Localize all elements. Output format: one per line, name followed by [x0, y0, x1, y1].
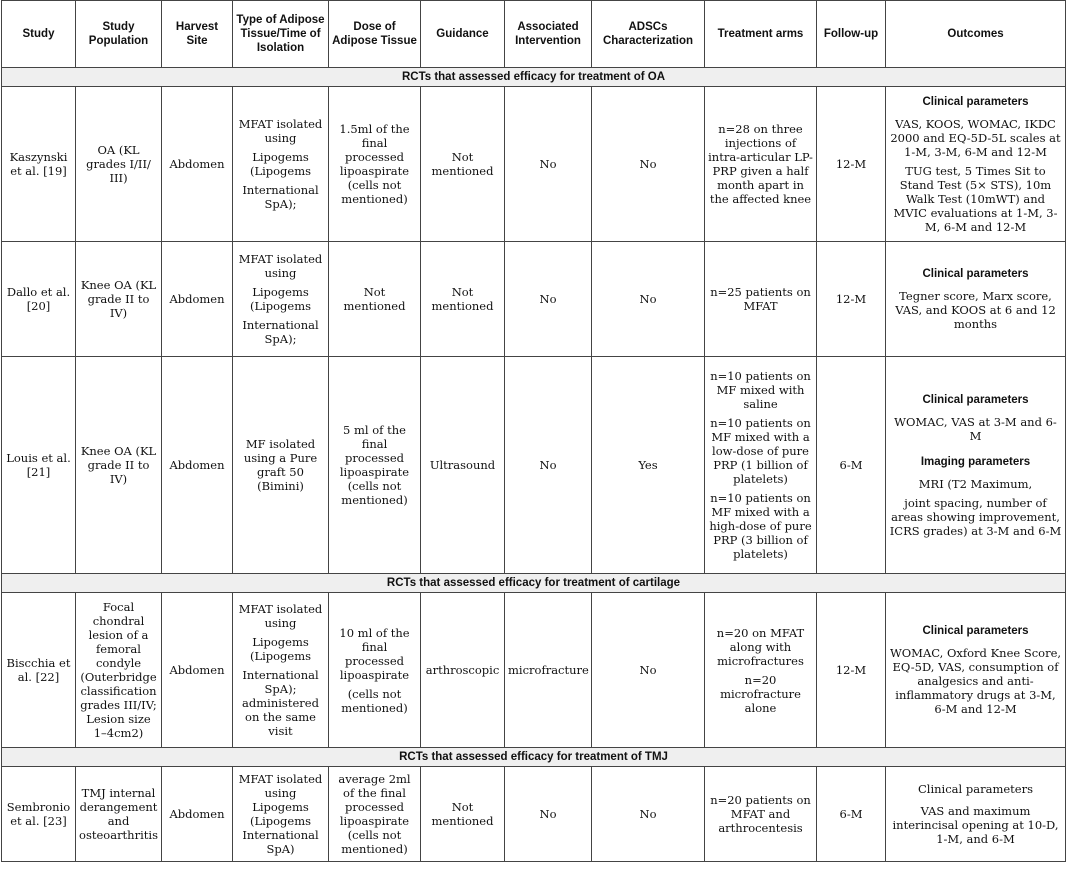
section-row-cartilage: [2, 574, 1066, 593]
guidance-cell: arthroscopic: [421, 593, 505, 748]
arms-cell: [705, 593, 817, 748]
followup-cell: 6-M: [817, 357, 886, 574]
table-row: [2, 767, 1066, 862]
population-cell: OA (KL grades I/II/ III): [76, 87, 162, 242]
tissue-line: International SpA); administered on the same visit: [242, 668, 319, 738]
header-row: [2, 1, 1066, 68]
intervention-cell: No: [505, 242, 592, 357]
population-cell: Knee OA (KL grade II to IV): [76, 357, 162, 574]
arm-line: n=20 microfracture alone: [720, 672, 801, 715]
intervention-cell: No: [505, 357, 592, 574]
header-cell: Guidance: [421, 1, 505, 68]
tissue-cell: [233, 357, 329, 574]
dose-cell: 1.5ml of the final processed lipoaspirate (cells not mentioned): [329, 87, 421, 242]
outcome-line: joint spacing, number of areas showing improvement, ICRS grades) at 3-M and 6-M: [889, 495, 1062, 538]
adscs-cell: No: [592, 593, 705, 748]
guidance-cell: Ultrasound: [421, 357, 505, 574]
harvest-cell: Abdomen: [162, 87, 233, 242]
outcome-line: TUG test, 5 Times Sit to Stand Test (5× STS), 10m Walk Test (10mWT) and MVIC evaluations at 1-M, 3-M, 6-M and 12-M: [893, 163, 1058, 234]
harvest-cell: Abdomen: [162, 242, 233, 357]
harvest-cell: Abdomen: [162, 357, 233, 574]
intervention-cell: microfracture: [505, 593, 592, 748]
arm-line: n=20 on MFAT along with microfractures: [716, 625, 805, 668]
study-cell: Biscchia et al. [22]: [2, 593, 76, 748]
tissue-line: Lipogems (Lipogems: [249, 150, 312, 178]
header-cell: Associated Intervention: [505, 1, 592, 68]
study-cell: Sembronio et al. [23]: [2, 767, 76, 862]
header-cell: Harvest Site: [162, 1, 233, 68]
adscs-cell: No: [592, 87, 705, 242]
rct-summary-table: [1, 0, 1066, 862]
section-title: RCTs that assessed efficacy for treatment of OA: [2, 68, 1066, 87]
arm-line: n=10 patients on MF mixed with a low-dose of pure PRP (1 billion of platelets): [710, 416, 811, 486]
outcomes-cell: [886, 357, 1066, 574]
tissue-cell: [233, 87, 329, 242]
arms-cell: [705, 357, 817, 574]
outcome-heading: Clinical parameters: [922, 95, 1029, 108]
dose-cell: Not mentioned: [329, 242, 421, 357]
tissue-cell: [233, 242, 329, 357]
outcome-heading: Clinical parameters: [922, 625, 1029, 637]
adscs-cell: No: [592, 767, 705, 862]
study-cell: Dallo et al. [20]: [2, 242, 76, 357]
guidance-cell: Not mentioned: [421, 87, 505, 242]
outcome-heading: Clinical parameters: [918, 782, 1033, 796]
arm-line: n=10 patients on MF mixed with saline: [710, 369, 811, 411]
section-row-oa: [2, 68, 1066, 87]
harvest-cell: Abdomen: [162, 593, 233, 748]
table-row: [2, 242, 1066, 357]
tissue-line: International SpA);: [242, 183, 319, 211]
population-cell: Knee OA (KL grade II to IV): [76, 242, 162, 357]
tissue-line: MFAT isolated using: [238, 602, 323, 630]
tissue-cell: [233, 593, 329, 748]
dose-cell: [329, 593, 421, 748]
followup-cell: 6-M: [817, 767, 886, 862]
outcome-heading: Clinical parameters: [922, 393, 1029, 406]
arm-line: n=25 patients on MFAT: [710, 285, 811, 313]
outcome-line: WOMAC, Oxford Knee Score, EQ-5D, VAS, consumption of analgesics and anti-inflammatory drugs at 3-M, 6-M and 12-M: [889, 646, 1062, 716]
outcome-line: WOMAC, VAS at 3-M and 6-M: [894, 414, 1057, 443]
tissue-line: MFAT isolated using: [238, 117, 323, 145]
study-cell: Kaszynski et al. [19]: [2, 87, 76, 242]
followup-cell: 12-M: [817, 87, 886, 242]
adscs-cell: Yes: [592, 357, 705, 574]
arm-line: n=28 on three injections of intra-articular LP-PRP given a half month apart in the affected knee: [708, 122, 813, 206]
header-cell: Dose of Adipose Tissue: [329, 1, 421, 68]
outcomes-cell: [886, 87, 1066, 242]
arms-cell: [705, 242, 817, 357]
tissue-line: International SpA);: [242, 318, 319, 346]
outcome-line: Tegner score, Marx score, VAS, and KOOS at 6 and 12 months: [895, 289, 1056, 331]
guidance-cell: Not mentioned: [421, 242, 505, 357]
outcome-heading: Imaging parameters: [920, 455, 1031, 468]
header-cell: Treatment arms: [705, 1, 817, 68]
header-cell: Type of Adipose Tissue/Time of Isolation: [233, 1, 329, 68]
arm-line: n=10 patients on MF mixed with a high-dose of pure PRP (3 billion of platelets): [709, 491, 812, 561]
section-title: RCTs that assessed efficacy for treatment of cartilage: [2, 574, 1066, 593]
dose-line: 10 ml of the final processed lipoaspirate: [339, 625, 410, 682]
outcomes-cell: [886, 767, 1066, 862]
population-cell: TMJ internal derangement and osteoarthritis: [76, 767, 162, 862]
section-title: RCTs that assessed efficacy for treatment of TMJ: [2, 748, 1066, 767]
arm-line: n=20 patients on MFAT and arthrocentesis: [710, 793, 811, 835]
dose-cell: 5 ml of the final processed lipoaspirate (cells not mentioned): [329, 357, 421, 574]
tissue-line: MF isolated using a Pure graft 50 (Bimini): [243, 437, 318, 493]
intervention-cell: No: [505, 767, 592, 862]
tissue-line: Lipogems (Lipogems: [249, 285, 312, 313]
tissue-cell: [233, 767, 329, 862]
outcomes-cell: [886, 242, 1066, 357]
outcome-line: VAS and maximum interincisal opening at 10-D, 1-M, and 6-M: [892, 804, 1059, 846]
header-cell: Follow-up: [817, 1, 886, 68]
section-row-tmj: [2, 748, 1066, 767]
guidance-cell: Not mentioned: [421, 767, 505, 862]
header-cell: Study: [2, 1, 76, 68]
header-cell: ADSCs Characterization: [592, 1, 705, 68]
table-row: [2, 357, 1066, 574]
tissue-line: Lipogems (Lipogems: [249, 635, 312, 663]
arms-cell: [705, 87, 817, 242]
study-cell: Louis et al. [21]: [2, 357, 76, 574]
outcome-line: VAS, KOOS, WOMAC, IKDC 2000 and EQ-5D-5L scales at 1-M, 3-M, 6-M and 12-M: [890, 116, 1061, 159]
population-cell: Focal chondral lesion of a femoral condyle (Outerbridge classification grades III/IV; Lesion size 1–4cm2): [76, 593, 162, 748]
followup-cell: 12-M: [817, 242, 886, 357]
header-cell: Study Population: [76, 1, 162, 68]
harvest-cell: Abdomen: [162, 767, 233, 862]
outcome-line: MRI (T2 Maximum,: [918, 476, 1033, 491]
outcome-heading: Clinical parameters: [922, 268, 1029, 280]
followup-cell: 12-M: [817, 593, 886, 748]
arms-cell: [705, 767, 817, 862]
header-cell: Outcomes: [886, 1, 1066, 68]
adscs-cell: No: [592, 242, 705, 357]
tissue-line: MFAT isolated using: [238, 252, 323, 280]
outcomes-cell: [886, 593, 1066, 748]
intervention-cell: No: [505, 87, 592, 242]
dose-cell: average 2ml of the final processed lipoaspirate (cells not mentioned): [329, 767, 421, 862]
dose-line: (cells not mentioned): [341, 686, 408, 715]
tissue-line: MFAT isolated using Lipogems (Lipogems International SpA): [238, 772, 323, 856]
table-row: [2, 593, 1066, 748]
table-row: [2, 87, 1066, 242]
